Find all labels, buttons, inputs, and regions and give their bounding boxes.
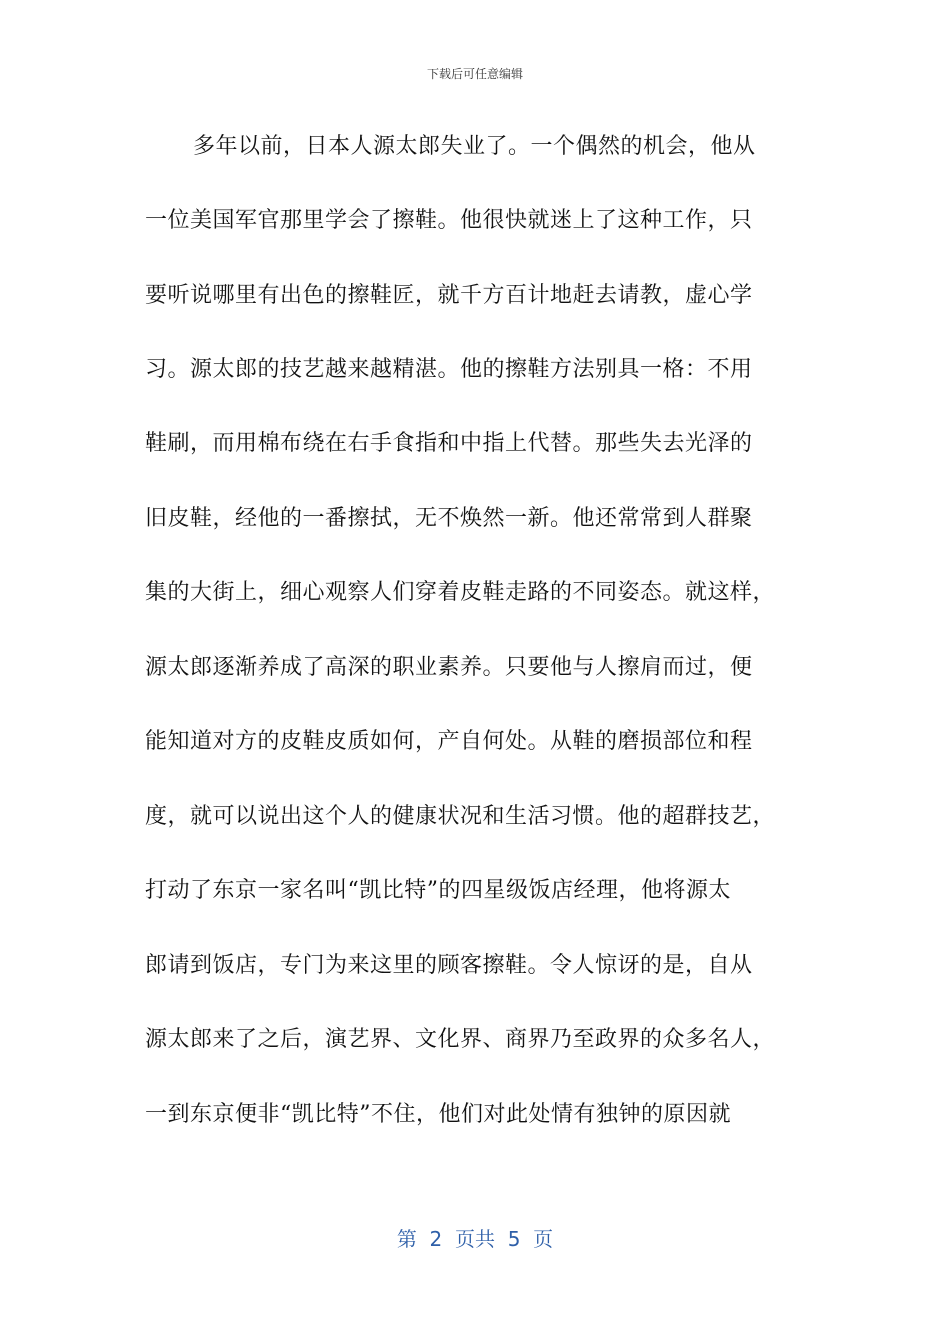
text-line: 一位美国军官那里学会了擦鞋。他很快就迷上了这种工作，只 bbox=[145, 208, 753, 233]
text-line: 要听说哪里有出色的擦鞋匠，就千方百计地赶去请教，虚心学 bbox=[145, 283, 753, 308]
page-number-footer: 第 2 页共 5 页 bbox=[396, 1227, 554, 1251]
text-line: 能知道对方的皮鞋皮质如何，产自何处。从鞋的磨损部位和程 bbox=[145, 729, 753, 754]
text-line: 多年以前，日本人源太郎失业了。一个偶然的机会，他从 bbox=[193, 134, 756, 159]
text-line: 源太郎逐渐养成了高深的职业素养。只要他与人擦肩而过，便 bbox=[145, 655, 753, 680]
text-line: 打动了东京一家名叫“凯比特”的四星级饭店经理，他将源太 bbox=[145, 878, 731, 903]
text-line: 度，就可以说出这个人的健康状况和生活习惯。他的超群技艺， bbox=[145, 804, 776, 829]
text-line: 旧皮鞋，经他的一番擦拭，无不焕然一新。他还常常到人群聚 bbox=[145, 506, 753, 531]
text-line: 郎请到饭店，专门为来这里的顾客擦鞋。令人惊讶的是，自从 bbox=[145, 953, 753, 978]
text-line: 源太郎来了之后，演艺界、文化界、商界乃至政界的众多名人， bbox=[145, 1027, 776, 1052]
text-line: 一到东京便非“凯比特”不住，他们对此处情有独钟的原因就 bbox=[145, 1102, 731, 1127]
text-line: 习。源太郎的技艺越来越精湛。他的擦鞋方法别具一格：不用 bbox=[145, 357, 753, 382]
text-line: 鞋刷，而用棉布绕在右手食指和中指上代替。那些失去光泽的 bbox=[145, 431, 753, 456]
page-header: 下载后可任意编辑 bbox=[426, 67, 523, 81]
text-line: 集的大街上，细心观察人们穿着皮鞋走路的不同姿态。就这样， bbox=[145, 580, 776, 605]
